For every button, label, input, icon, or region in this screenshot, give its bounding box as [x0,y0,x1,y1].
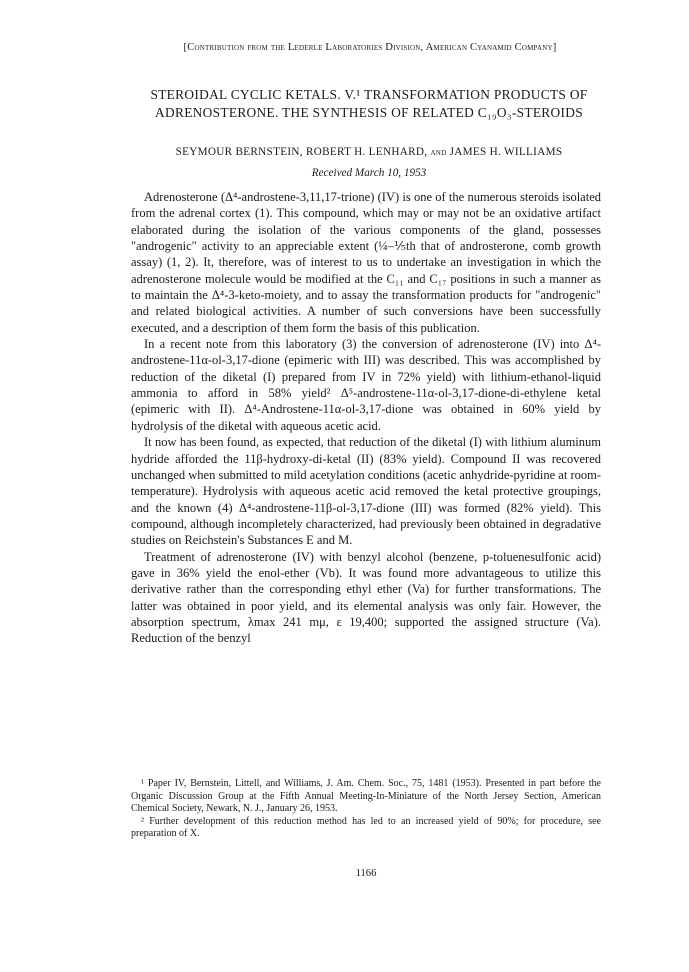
body-paragraph-2: In a recent note from this laboratory (3) the conversion of adrenosterone (IV) into Δ⁴-androstene-11α-ol-3,17-dione (epimeric with III) was described. This was accomplished by reduction of the diketal (I) prepared from IV in 72% yield) with lithium-ethanol-liquid ammonia to afford in 58% yield² Δ⁵-androstene-11α-ol-3,17-dione-di-ethylene ketal (epimeric with II). Δ⁴-Androstene-11α-ol-3,17-dione was obtained in 60% yield by hydrolysis of the diketal with aqueous acetic acid. [131,337,601,433]
body-paragraph-3: It now has been found, as expected, that reduction of the diketal (I) with lithium aluminum hydride afforded the 11β-hydroxy-di-ketal (II) (83% yield). Compound II was recovered unchanged when submitted to mild acetylation conditions (acetic anhydride-pyridine at room-temperature). Hydrolysis with aqueous acetic acid removed the ketal protective groupings, and the known (4) Δ⁴-androstene-11β-ol-3,17-dione (III) was formed (82% yield). This compound, although incompletely characterized, had previously been obtained in degradative studies on Reichstein's Substances E and M. [131,435,602,548]
footnotes [131,778,601,841]
body-paragraph-1: Adrenosterone (Δ⁴-androstene-3,11,17-trione) (IV) is one of the numerous steroids isolated from the adrenal cortex (1). This compound, which may or may not be an oxidative artifact elaborated during the isolation of the various components of the gland, possesses "androgenic" activity to an appreciable extent (¼–⅕th that of androsterone, comb growth assay) (1, 2). It, therefore, was of interest to us to undertake an investigation in which the adrenosterone molecule would be modified at the C₁₁ and C₁₇ positions in such a manner as to maintain the Δ⁴-3-keto-moiety, and to assay the transformation products for "androgenic" and related biological activities. A number of such conversions have been successfully executed, and a description of them form the basis of this publication. [131,190,601,335]
page-number: 1166 [355,868,377,879]
authors-first: SEYMOUR BERNSTEIN, ROBERT H. LENHARD, [175,146,428,158]
author-line [110,146,628,158]
body-paragraph-4: Treatment of adrenosterone (IV) with benzyl alcohol (benzene, p-toluenesulfonic acid) gave in 36% yield the enol-ether (Vb). It was found more advantageous to utilize this derivative rather than the corresponding ethyl ether (Va) for further transformations. The latter was obtained in poor yield, and its elemental analysis was only fair. However, the absorption spectrum, λmax 241 mμ, ε 19,400; supported the assigned structure (Va). Reduction of the benzyl [131,549,601,646]
footnote-1: ¹ Paper IV, Bernstein, Littell, and Williams, J. Am. Chem. Soc., 75, 1481 (1953). Presented in part before the Organic Discussion Group at the Fifth Annual Meeting-In-Miniature of the North Jersey Section, American Chemical Society, Newark, N. J., January 26, 1953. [131,778,601,815]
footnote-2: ² Further development of this reduction method has led to an increased yield of 90%; for procedure, see preparation of X. [131,815,601,840]
received-date: Received March 10, 1953 [311,167,427,179]
authors-last: JAMES H. WILLIAMS [449,146,563,158]
body-text [131,189,601,647]
article-title: STEROIDAL CYCLIC KETALS. V.¹ TRANSFORMATION PRODUCTS OF ADRENOSTERONE. THE SYNTHESIS OF RELATED C₁₉O₃-STEROIDS [150,87,588,120]
contribution-header: [Contribution from the Lederle Laboratories Division, American Cyanamid Company] [183,42,557,53]
authors-and: and [430,147,447,158]
